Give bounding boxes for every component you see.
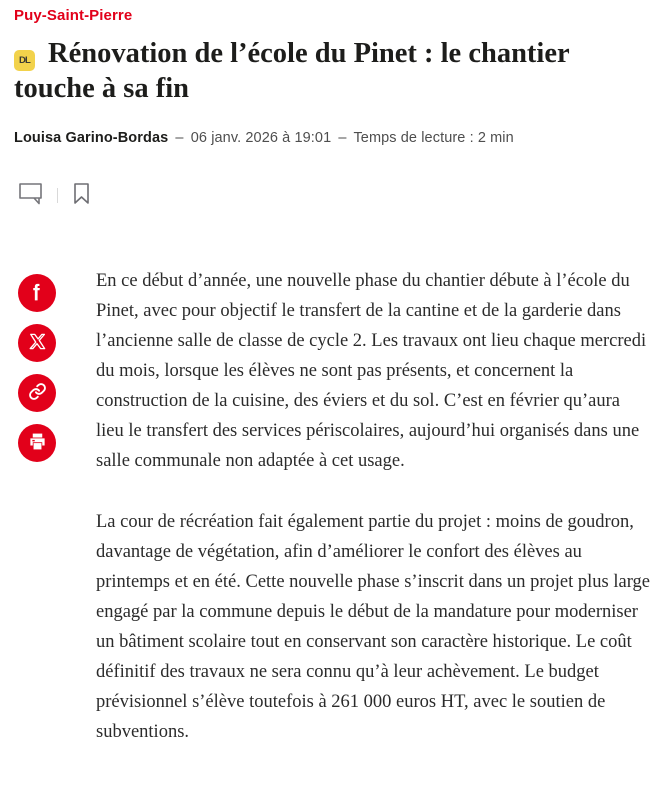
comment-button[interactable] — [18, 182, 43, 208]
publish-date: 06 janv. 2026 à 19:01 — [190, 130, 332, 146]
article-paragraph: En ce début d’année, une nouvelle phase du chantier débute à l’école du Pinet, avec pour objectif le transfert de la cantine et de la garderie dans l’ancienne salle de classe de cycle 2. Les travaux ont lieu chaque mercredi du mois, lorsque les élèves ne sont pas présents, et concernent la construction de la cuisine, des éviers et du sol. C’est en février qu’aura lieu le transfert des services périscolaires, aujourd’hui organisés dans une salle communale non adaptée à cet usage. — [96, 271, 647, 471]
category-link[interactable]: Puy-Saint-Pierre — [14, 7, 133, 24]
comment-icon — [18, 182, 43, 208]
action-bar — [18, 182, 91, 208]
page-title — [14, 36, 650, 106]
headline-text: Rénovation de l’école du Pinet : le chantier touche à sa fin — [14, 38, 570, 104]
article-paragraph: La cour de récréation fait également partie du projet : moins de goudron, davantage de végétation, afin d’améliorer le confort des élèves au printemps et en été. Cette nouvelle phase s’inscrit dans un projet plus large engagé par la commune depuis le début de la mandature pour moderniser un bâtiment scolaire tout en conservant son caractère historique. Le coût définitif des travaux ne sera connu qu’à leur achèvement. Le budget prévisionnel s’élève toutefois à 261 000 euros HT, avec le soutien de subventions. — [96, 512, 650, 742]
bookmark-icon — [72, 182, 91, 208]
share-x-button[interactable] — [18, 324, 56, 362]
link-icon — [28, 382, 47, 404]
dl-logo-badge: DL — [14, 50, 35, 71]
byline-separator: – — [338, 130, 347, 146]
share-toolbar — [18, 274, 56, 462]
reading-time: Temps de lecture : 2 min — [353, 130, 514, 146]
facebook-icon — [27, 282, 47, 305]
share-print-button[interactable] — [18, 424, 56, 462]
author-name: Louisa Garino-Bordas — [14, 130, 169, 146]
byline-separator: – — [175, 130, 184, 146]
x-icon — [28, 332, 47, 354]
share-facebook-button[interactable] — [18, 274, 56, 312]
article-body — [96, 266, 652, 778]
bookmark-button[interactable] — [72, 182, 91, 208]
action-divider — [57, 188, 58, 203]
print-icon — [28, 432, 47, 454]
byline — [14, 130, 514, 146]
share-link-button[interactable] — [18, 374, 56, 412]
